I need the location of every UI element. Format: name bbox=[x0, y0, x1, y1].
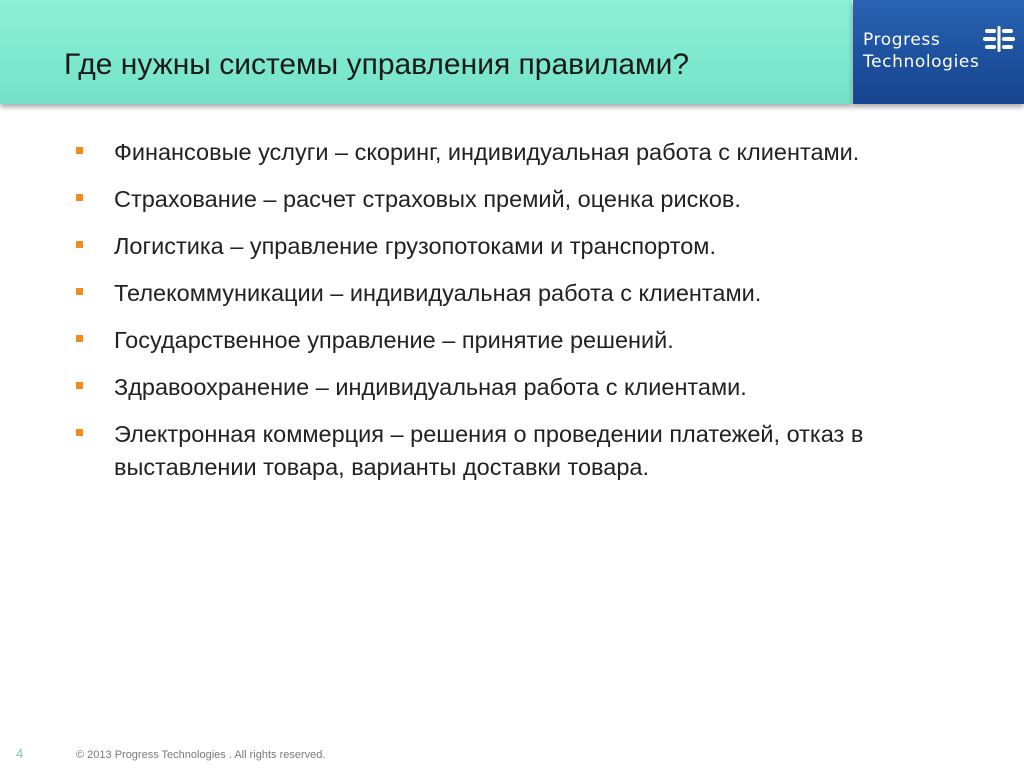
list-item bbox=[76, 183, 956, 216]
list-item bbox=[76, 277, 956, 310]
list-item bbox=[76, 324, 956, 357]
list-item-text: Государственное управление – принятие решений. bbox=[114, 327, 674, 353]
square-bullet-icon bbox=[76, 288, 83, 295]
square-bullet-icon bbox=[76, 147, 83, 154]
bullet-list bbox=[76, 136, 956, 498]
progress-logo-icon bbox=[983, 26, 1015, 52]
list-item-text: Здравоохранение – индивидуальная работа с клиентами. bbox=[114, 374, 747, 400]
square-bullet-icon bbox=[76, 429, 83, 436]
list-item-text: Электронная коммерция – решения о проведении платежей, отказ в выставлении товара, варианты доставки товара. bbox=[114, 421, 864, 480]
footer-copyright: © 2013 Progress Technologies . All rights reserved. bbox=[76, 749, 326, 761]
list-item-text: Телекоммуникации – индивидуальная работа с клиентами. bbox=[114, 280, 762, 306]
company-logo bbox=[853, 0, 1024, 104]
list-item bbox=[76, 418, 956, 484]
logo-text-progress: Progress bbox=[863, 30, 941, 50]
title-bar bbox=[0, 0, 852, 104]
list-item bbox=[76, 371, 956, 404]
list-item-text: Логистика – управление грузопотоками и транспортом. bbox=[114, 233, 716, 259]
square-bullet-icon bbox=[76, 241, 83, 248]
logo-text-technologies: Technologies bbox=[863, 52, 980, 72]
list-item-text: Финансовые услуги – скоринг, индивидуальная работа с клиентами. bbox=[114, 139, 860, 165]
list-item bbox=[76, 230, 956, 263]
list-item-text: Страхование – расчет страховых премий, оценка рисков. bbox=[114, 186, 741, 212]
list-item bbox=[76, 136, 956, 169]
square-bullet-icon bbox=[76, 382, 83, 389]
square-bullet-icon bbox=[76, 194, 83, 201]
page-number: 4 bbox=[16, 746, 24, 761]
square-bullet-icon bbox=[76, 335, 83, 342]
page-title: Где нужны системы управления правилами? bbox=[64, 48, 690, 81]
